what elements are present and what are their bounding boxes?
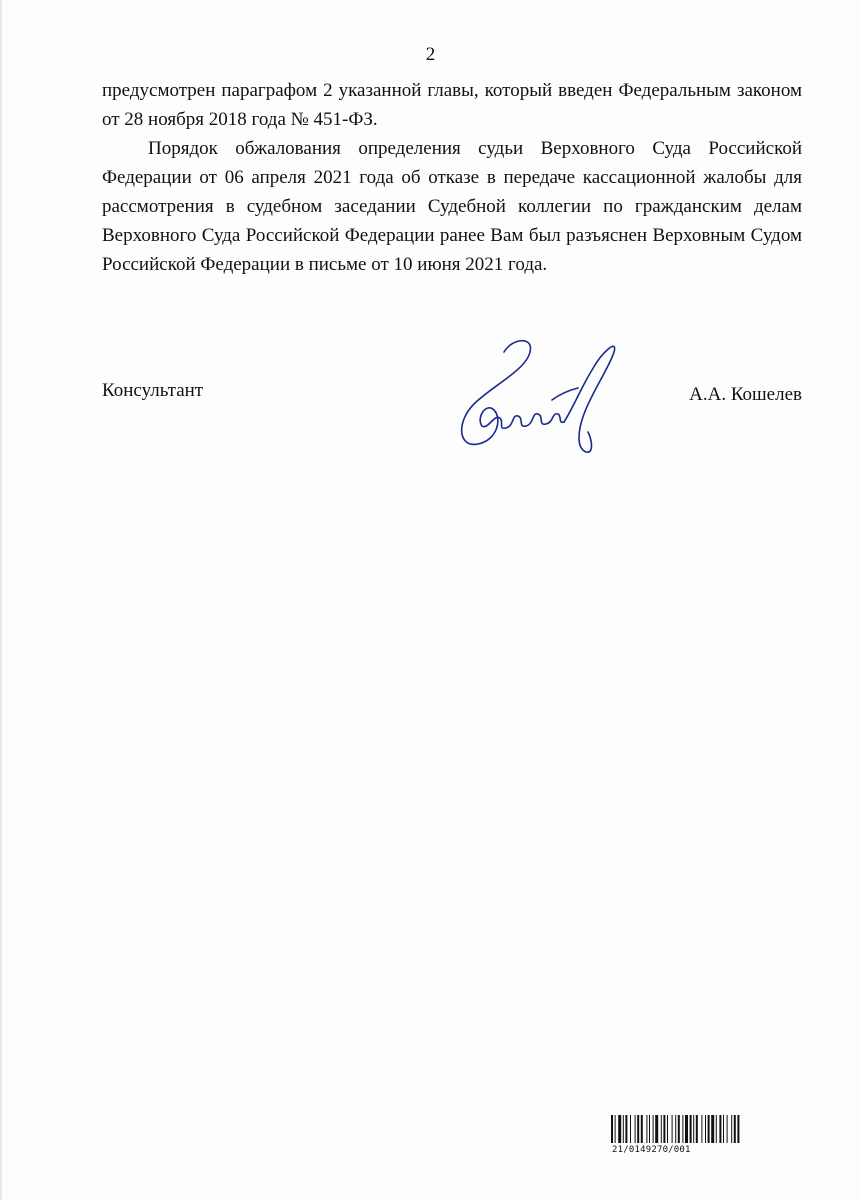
barcode-bar (705, 1115, 706, 1143)
signature-stroke (564, 346, 615, 452)
letter-body (102, 76, 802, 279)
paragraph-2: Порядок обжалования определения судьи Верховного Суда Российской Федерации от 06 апреля 2021 года об отказе в передаче кассационной жалобы для рассмотрения в судебном заседании Судебной коллегии по гражданским делам Верховного Суда Российской Федерации ранее Вам был разъяснен Верховным Судом Российской Федерации в письме от 10 июня 2021 года. (102, 138, 802, 275)
barcode-bar (655, 1115, 658, 1143)
barcode-bars (610, 1115, 800, 1143)
barcode-bar (635, 1115, 636, 1143)
barcode-bar (663, 1115, 665, 1143)
barcode-bar (661, 1115, 662, 1143)
scan-edge (0, 0, 2, 1200)
barcode-bar (623, 1115, 624, 1143)
paragraph-1: предусмотрен параграфом 2 указанной главы, который введен Федеральным законом от 28 ноября 2018 года № 451-ФЗ. (102, 80, 802, 130)
barcode-bar (690, 1115, 692, 1143)
signature-block (102, 376, 802, 476)
barcode-bar (618, 1115, 621, 1143)
barcode-bar (649, 1115, 650, 1143)
barcode-bar (682, 1115, 683, 1143)
barcode-bar (708, 1115, 710, 1143)
barcode-bar (646, 1115, 647, 1143)
barcode-bar (672, 1115, 673, 1143)
handwritten-signature (442, 330, 622, 460)
barcode-bar (719, 1115, 721, 1143)
barcode-bar (723, 1115, 724, 1143)
barcode-bar (696, 1115, 698, 1143)
barcode-bar (685, 1115, 688, 1143)
barcode-bar (737, 1115, 739, 1143)
signature-stroke (482, 414, 564, 429)
signature-stroke (552, 388, 578, 400)
barcode-bar (667, 1115, 668, 1143)
signer-title: Консультант (102, 380, 204, 401)
barcode-bar (630, 1115, 631, 1143)
barcode (610, 1115, 800, 1167)
barcode-number: 21/0149270/001 (612, 1145, 691, 1155)
barcode-bar (641, 1115, 643, 1143)
barcode-bar (711, 1115, 714, 1143)
barcode-bar (693, 1115, 694, 1143)
barcode-bar (727, 1115, 728, 1143)
barcode-bar (734, 1115, 736, 1143)
signer-name: А.А. Кошелев (689, 384, 802, 405)
barcode-bar (637, 1115, 639, 1143)
barcode-bar (701, 1115, 702, 1143)
barcode-bar (675, 1115, 676, 1143)
barcode-bar (615, 1115, 616, 1143)
barcode-bar (625, 1115, 627, 1143)
barcode-bar (611, 1115, 613, 1143)
signature-stroke (462, 341, 531, 445)
page-number: 2 (425, 44, 436, 65)
barcode-bar (653, 1115, 654, 1143)
barcode-bar (678, 1115, 680, 1143)
barcode-bar (731, 1115, 732, 1143)
barcode-bar (716, 1115, 717, 1143)
